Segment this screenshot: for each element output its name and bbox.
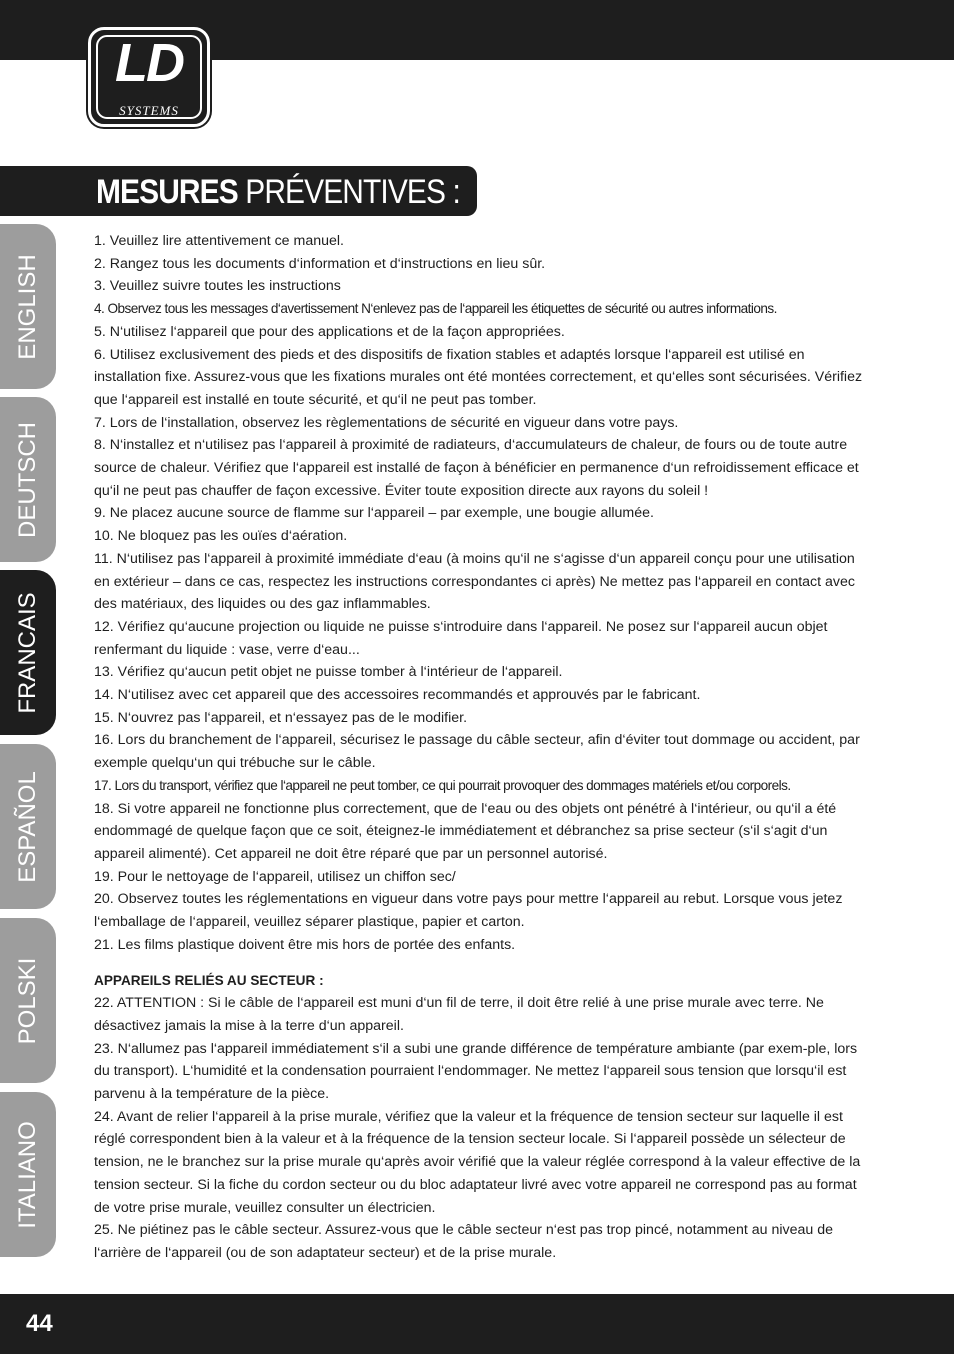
page-title-bold: MESURES xyxy=(96,173,238,211)
tab-francais[interactable] xyxy=(0,570,56,735)
instruction-item: 24. Avant de relier l‘appareil à la prise murale, vérifiez que la valeur et la fréquence de tension secteur sur laquelle il est réglé correspondent bien à la valeur et à la fréquence de la tension secteur locale. Si l‘appareil possède un sélecteur de tension, ne le branchez sur la prise murale qu‘après avoir vérifié que la valeur réglée correspond à la valeur effective de la tension secteur. Si la fiche du cordon secteur ou du bloc adaptateur livré avec votre appareil ne correspond pas au format de votre prise murale, veuillez consulter un électricien. xyxy=(94,1108,861,1216)
tab-francais-label: FRANCAIS xyxy=(14,591,41,714)
instruction-item: 8. N‘installez et n‘utilisez pas l‘appareil à proximité de radiateurs, d‘accumulateurs de chaleur, de fours ou de toute autre source de chaleur. Vérifiez que l‘appareil est installé de façon à bénéficier en permanence d‘un refroidissement efficace et qu‘il ne peut pas chauffer de façon excessive. Éviter toute exposition directe aux rayons du soleil ! xyxy=(94,437,859,499)
logo-mark: LD xyxy=(115,33,183,93)
page-title-regular: PRÉVENTIVES : xyxy=(237,173,460,211)
page-number: 44 xyxy=(26,1310,53,1337)
tab-espanol-label: ESPAÑOL xyxy=(14,770,41,883)
instruction-item: 10. Ne bloquez pas les ouïes d‘aération. xyxy=(94,528,348,545)
tab-polski-label: POLSKI xyxy=(14,957,41,1044)
instruction-item: 3. Veuillez suivre toutes les instructions xyxy=(94,278,341,295)
instruction-item: 2. Rangez tous les documents d‘information et d‘instructions en lieu sûr. xyxy=(94,255,546,272)
instruction-item: 23. N‘allumez pas l‘appareil immédiatement s‘il a subi une grande différence de température ambiante (par exem-ple, lors du transport). L‘humidité et la condensation pourraient l‘endommager. Ne mettez l‘appareil sous tension que lorsqu‘il est parvenu à la température de la pièce. xyxy=(94,1040,858,1103)
instruction-item: 7. Lors de l‘installation, observez les règlementations de sécurité en vigueur dans votre pays. xyxy=(94,414,679,431)
mains-section-heading: APPAREILS RELIÉS AU SECTEUR : xyxy=(94,972,324,988)
title-bar xyxy=(0,166,477,216)
instruction-item: 5. N‘utilisez l‘appareil que pour des applications et de la façon appropriées. xyxy=(94,323,565,340)
instruction-item: 12. Vérifiez qu‘aucune projection ou liquide ne puisse s‘introduire dans l‘appareil. Ne posez sur l‘appareil aucun objet renfermant du liquide : vase, verre d‘eau... xyxy=(94,618,828,658)
ld-systems-logo xyxy=(88,27,210,127)
instruction-item: 6. Utilisez exclusivement des pieds et des dispositifs de fixation stables et adaptés lorsque l‘appareil est utilisé en installation fixe. Assurez-vous que les fixations murales ont été montées correctement, et qu‘elles sont sécurisées. Vérifiez que l‘appareil est installé en toute sécurité, et qu‘il ne peut pas tomber. xyxy=(94,346,863,408)
instruction-item: 25. Ne piétinez pas le câble secteur. Assurez-vous que le câble secteur n‘est pas trop pincé, notamment au niveau de l‘arrière de l‘appareil (ou de son adaptateur secteur) et de la prise murale. xyxy=(94,1222,833,1261)
instruction-item: 1. Veuillez lire attentivement ce manuel. xyxy=(94,233,344,249)
bottom-bar xyxy=(0,1294,954,1354)
instruction-item: 11. N‘utilisez pas l‘appareil à proximité immédiate d‘eau (à moins qu‘il ne s‘agisse d‘un appareil conçu pour une utilisation en extérieur – dans ce cas, respectez les instructions correspondantes ci après) Ne mettez pas l‘appareil en contact avec des matériaux, des liquides ou des gaz inflammables. xyxy=(94,550,855,613)
page-title xyxy=(96,173,460,211)
tab-deutsch-label: DEUTSCH xyxy=(14,421,41,538)
instruction-item: 22. ATTENTION : Si le câble de l‘appareil est muni d‘un fil de terre, il doit être relié à une prise murale avec terre. Ne désactivez jamais la mise à la terre d‘un appareil. xyxy=(94,995,824,1034)
tab-italiano[interactable] xyxy=(0,1092,56,1257)
instruction-item: 21. Les films plastique doivent être mis hors de portée des enfants. xyxy=(94,936,516,953)
instruction-item: 17. Lors du transport, vérifiez que l‘appareil ne peut tomber, ce qui pourrait provoquer des dommages matériels et/ou corporels. xyxy=(94,777,791,793)
instruction-item: 16. Lors du branchement de l‘appareil, sécurisez le passage du câble secteur, afin d‘éviter tout dommage ou accident, par exemple quelqu‘un qui trébuche sur le câble. xyxy=(94,732,860,772)
tab-polski[interactable] xyxy=(0,918,56,1083)
instructions-body xyxy=(94,230,869,1265)
instruction-item: 14. N‘utilisez avec cet appareil que des accessoires recommandés et approuvés par le fabricant. xyxy=(94,687,701,704)
tab-english-label: ENGLISH xyxy=(14,253,41,360)
tab-espanol[interactable] xyxy=(0,744,56,909)
logo-subtitle: SYSTEMS xyxy=(119,103,179,118)
instruction-item: 13. Vérifiez qu‘aucun petit objet ne puisse tomber à l‘intérieur de l‘appareil. xyxy=(94,664,563,681)
instruction-item: 20. Observez toutes les réglementations en vigueur dans votre pays pour mettre l‘appareil au rebut. Lorsque vous jetez l‘emballage de l‘appareil, veuillez séparer plastique, papier et carton. xyxy=(94,891,843,931)
tab-italiano-label: ITALIANO xyxy=(14,1120,41,1229)
instruction-item: 4. Observez tous les messages d‘avertissement N‘enlevez pas de l‘appareil les étiquettes de sécurité ou autres informations. xyxy=(94,301,777,317)
tab-english[interactable] xyxy=(0,224,56,389)
instruction-item: 19. Pour le nettoyage de l‘appareil, utilisez un chiffon sec/ xyxy=(94,868,456,885)
tab-deutsch[interactable] xyxy=(0,397,56,562)
instruction-item: 9. Ne placez aucune source de flamme sur l‘appareil – par exemple, une bougie allumée. xyxy=(94,505,654,522)
instruction-item: 18. Si votre appareil ne fonctionne plus correctement, que de l‘eau ou des objets ont pénétré à l‘intérieur, ou qu‘il a été endommagé de quelque façon que ce soit, éteignez-le immédiatement et débranchez sa prise secteur (s‘il s‘agit d‘un appareil alimenté). Cet appareil ne doit être réparé que par un personnel autorisé. xyxy=(94,800,837,862)
instruction-item: 15. N‘ouvrez pas l‘appareil, et n‘essayez pas de le modifier. xyxy=(94,709,468,726)
